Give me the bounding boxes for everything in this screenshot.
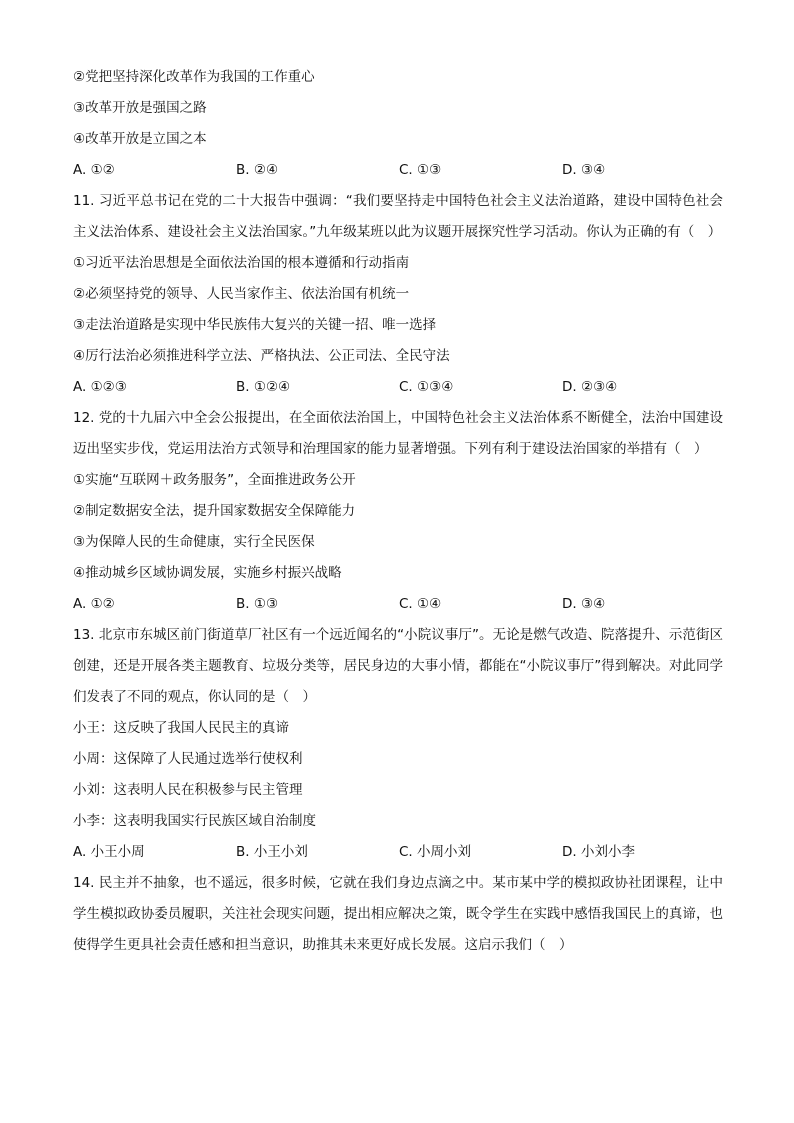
question-10 (73, 62, 723, 186)
choice-a[interactable]: A. ①②③ (73, 379, 127, 395)
choice-d[interactable]: D. 小刘小李 (562, 844, 635, 860)
question-stem: 13. 北京市东城区前门街道草厂社区有一个远近闻名的“小院议事厅”。无论是燃气改造、院落提升、示范街区创建，还是开展各类主题教育、垃圾分类等，居民身边的大事小情，都能在“小院议事厅”得到解决。对此同学们发表了不同的观点，你认同的是（ ） (73, 627, 723, 705)
option-statement: ②必须坚持党的领导、人民当家作主、依法治国有机统一 (73, 286, 410, 302)
choice-a[interactable]: A. ①② (73, 596, 115, 612)
question-stem: 14. 民主并不抽象，也不遥远，很多时候，它就在我们身边点滴之中。某市某中学的模拟政协社团课程，让中学生模拟政协委员履职，关注社会现实问题，提出相应解决之策，既令学生在实践中感悟我国民上的真谛，也使得学生更具社会责任感和担当意识，助推其未来更好成长发展。这启示我们（ ） (73, 875, 723, 953)
option-statement: ④改革开放是立国之本 (73, 131, 207, 147)
choice-b[interactable]: B. ①③ (236, 596, 279, 612)
option-statement: ④推动城乡区域协调发展，实施乡村振兴战略 (73, 565, 342, 581)
choice-c[interactable]: C. ①③④ (399, 379, 454, 395)
option-statement: ④厉行法治必须推进科学立法、严格执法、公正司法、全民守法 (73, 348, 450, 364)
question-stem: 11. 习近平总书记在党的二十大报告中强调：“我们要坚持走中国特色社会主义法治道路，建设中国特色社会主义法治体系、建设社会主义法治国家。”九年级某班以此为议题开展探究性学习活动。你认为正确的有（ ） (73, 193, 723, 240)
option-statement: ③走法治道路是实现中华民族伟大复兴的关键一招、唯一选择 (73, 317, 437, 333)
option-statement: ①习近平法治思想是全面依法治国的根本遵循和行动指南 (73, 255, 410, 271)
exam-page (73, 62, 723, 961)
option-statement: ①实施“互联网＋政务服务”，全面推进政务公开 (73, 472, 356, 488)
answer-choices (73, 155, 723, 186)
option-statement: ③改革开放是强国之路 (73, 100, 207, 116)
question-12 (73, 403, 723, 620)
option-statement: 小周：这保障了人民通过选举行使权利 (73, 751, 303, 767)
choice-b[interactable]: B. ②④ (236, 162, 279, 178)
option-statement: 小刘：这表明人民在积极参与民主管理 (73, 782, 303, 798)
option-statement: ②党把坚持深化改革作为我国的工作重心 (73, 69, 315, 85)
choice-b[interactable]: B. ①②④ (236, 379, 291, 395)
choice-a[interactable]: A. ①② (73, 162, 115, 178)
option-statement: 小王：这反映了我国人民民主的真谛 (73, 720, 289, 736)
answer-choices (73, 837, 723, 868)
choice-c[interactable]: C. 小周小刘 (399, 844, 472, 860)
option-statement: ②制定数据安全法，提升国家数据安全保障能力 (73, 503, 356, 519)
question-11 (73, 186, 723, 403)
question-14 (73, 868, 723, 961)
question-13 (73, 620, 723, 868)
choice-d[interactable]: D. ②③④ (562, 379, 618, 395)
choice-d[interactable]: D. ③④ (562, 596, 606, 612)
question-stem: 12. 党的十九届六中全会公报提出，在全面依法治国上，中国特色社会主义法治体系不断健全，法治中国建设迈出坚实步伐，党运用法治方式领导和治理国家的能力显著增强。下列有利于建设法治国家的举措有（ ） (73, 410, 723, 457)
choice-a[interactable]: A. 小王小周 (73, 844, 145, 860)
choice-c[interactable]: C. ①③ (399, 162, 442, 178)
choice-b[interactable]: B. 小王小刘 (236, 844, 308, 860)
choice-c[interactable]: C. ①④ (399, 596, 442, 612)
answer-choices (73, 589, 723, 620)
option-statement: ③为保障人民的生命健康，实行全民医保 (73, 534, 315, 550)
option-statement: 小李：这表明我国实行民族区域自治制度 (73, 813, 316, 829)
choice-d[interactable]: D. ③④ (562, 162, 606, 178)
answer-choices (73, 372, 723, 403)
